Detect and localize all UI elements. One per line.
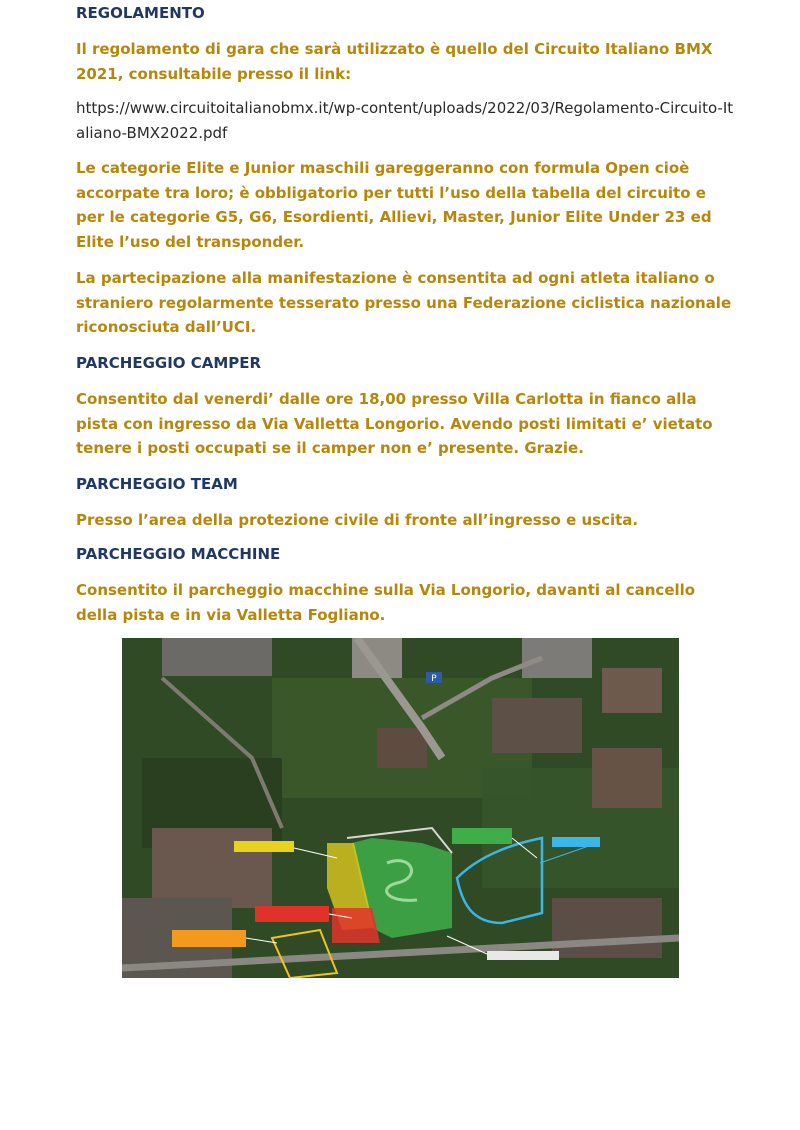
heading-parcheggio-macchine: PARCHEGGIO MACCHINE	[76, 545, 281, 563]
map-label-yellow	[234, 841, 294, 852]
parking-sign: P	[431, 674, 437, 684]
map-label-orange	[172, 930, 246, 947]
aerial-map-image	[122, 638, 679, 978]
paragraph-team: Presso l’area della protezione civile di fronte all’ingresso e uscita.	[76, 511, 639, 529]
paragraph-camper: Consentito dal venerdi’ dalle ore 18,00 presso Villa Carlotta in fianco alla pista con ingresso da Via Valletta Longorio. Avendo posti limitati e’ vietato tenere i posti occupati se il camper non e’ presente. Grazie.	[76, 390, 713, 457]
map-label-white	[487, 951, 559, 960]
paragraph-regolamento-intro: Il regolamento di gara che sarà utilizzato è quello del Circuito Italiano BMX 2021, consultabile presso il link:	[76, 40, 713, 83]
heading-parcheggio-camper: PARCHEGGIO CAMPER	[76, 354, 262, 372]
paragraph-partecipazione: La partecipazione alla manifestazione è consentita ad ogni atleta italiano o straniero regolarmente tesserato presso una Federazione ciclistica nazionale riconosciuta dall’UCI.	[76, 269, 732, 336]
heading-regolamento: REGOLAMENTO	[76, 4, 205, 22]
map-label-red	[255, 906, 329, 922]
regolamento-link[interactable]: https://www.circuitoitalianobmx.it/wp-content/uploads/2022/03/Regolamento-Circuito-Italiano-BMX2022.pdf	[76, 99, 734, 142]
paragraph-categorie: Le categorie Elite e Junior maschili gareggeranno con formula Open cioè accorpate tra loro; è obbligatorio per tutti l’uso della tabella del circuito e per le categorie G5, G6, Esordienti, Allievi, Master, Junior Elite Under 23 ed Elite l’uso del transponder.	[76, 159, 712, 251]
map-label-green	[452, 828, 512, 844]
paragraph-macchine: Consentito il parcheggio macchine sulla Via Longorio, davanti al cancello della pista e in via Valletta Fogliano.	[76, 581, 696, 624]
map-label-cyan	[552, 837, 600, 847]
heading-parcheggio-team: PARCHEGGIO TEAM	[76, 475, 238, 493]
